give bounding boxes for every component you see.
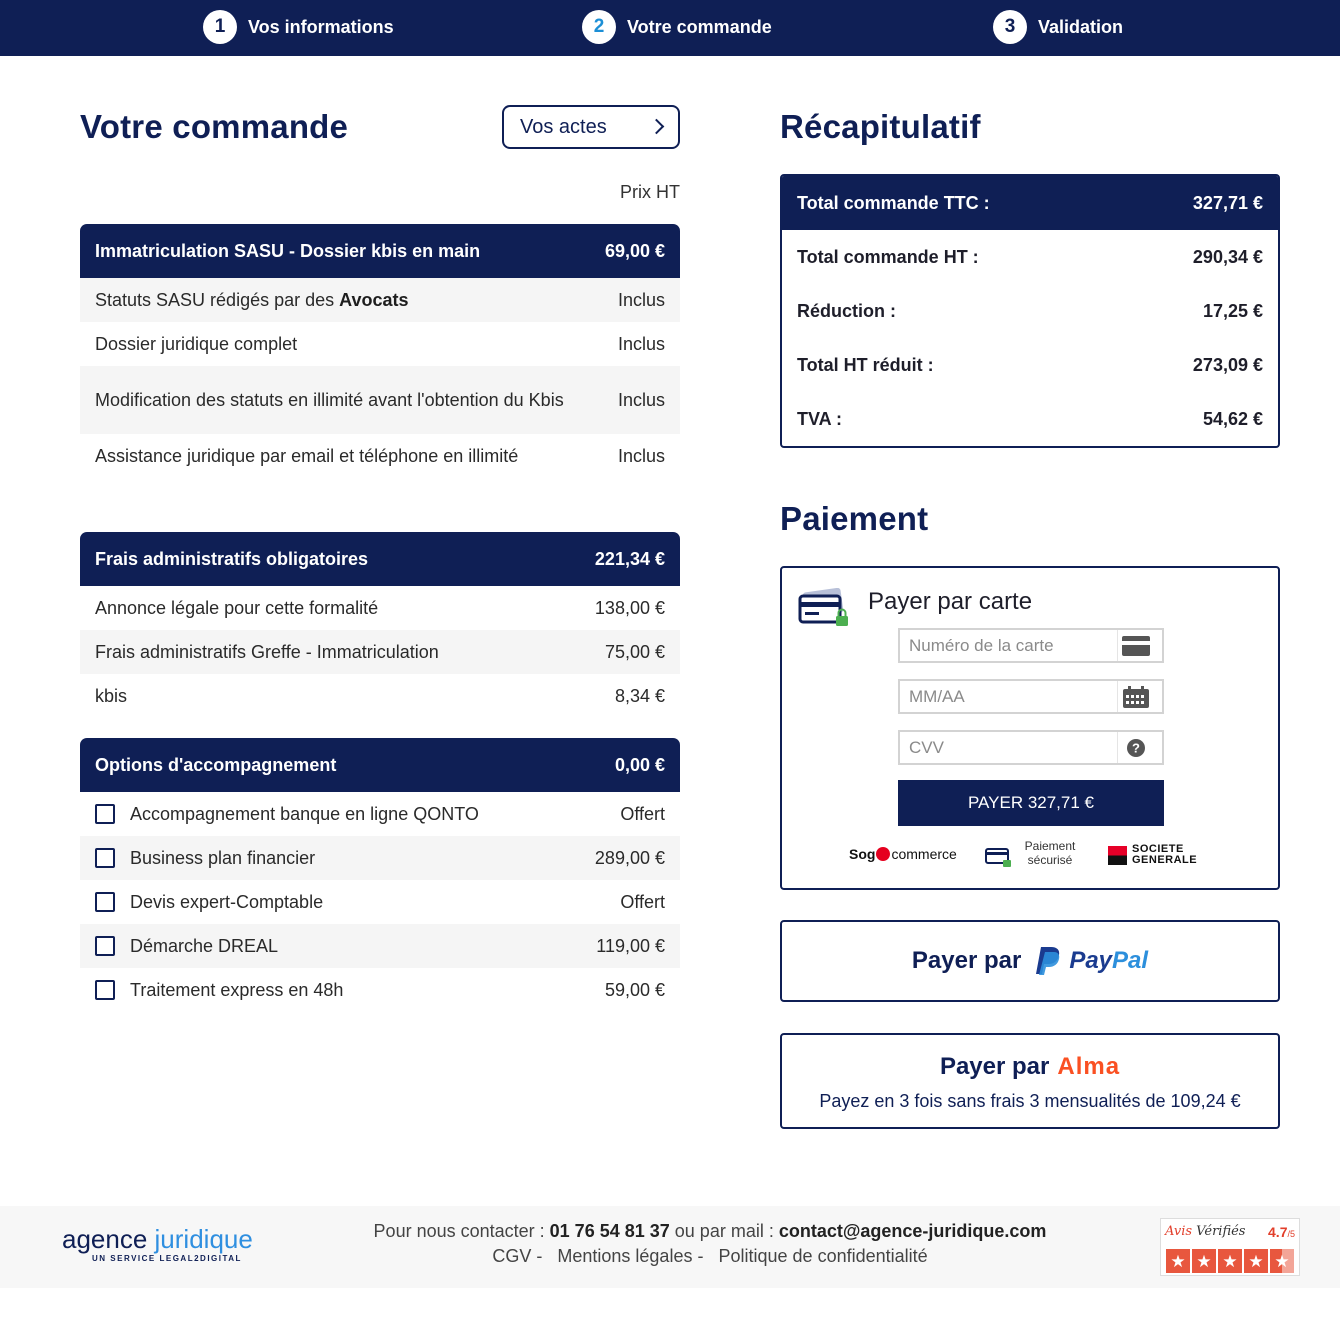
recap-total-ht-reduit <box>782 338 1278 392</box>
step-informations[interactable] <box>203 9 394 45</box>
item-value: 8,34 € <box>614 685 665 706</box>
step-number: 2 <box>582 10 616 44</box>
frais-header <box>80 532 680 586</box>
option-value: Offert <box>620 803 665 824</box>
options-title: Options d'accompagnement <box>95 754 337 775</box>
item-value: 75,00 € <box>604 641 665 662</box>
paypal-prefix: Payer par <box>911 947 1022 974</box>
star-icon: ★ <box>1218 1249 1242 1273</box>
item-value: 138,00 € <box>594 597 665 618</box>
brand-word-2: juridique <box>154 1224 253 1254</box>
step-label: Vos informations <box>248 16 394 37</box>
sogecommerce-e-mark <box>876 847 890 861</box>
item-label: kbis <box>95 686 128 706</box>
options-block <box>80 738 680 1012</box>
option-label: Accompagnement banque en ligne QONTO <box>130 804 479 824</box>
alma-heading <box>782 1053 1278 1081</box>
recap-label: Réduction : <box>797 300 896 321</box>
step-number: 3 <box>993 10 1027 44</box>
help-icon[interactable] <box>1118 737 1154 759</box>
societe-generale-logo <box>1108 844 1197 866</box>
cgv-link[interactable]: CGV <box>492 1246 532 1266</box>
list-item <box>80 630 680 674</box>
recap-label: Total commande HT : <box>797 246 979 267</box>
option-checkbox[interactable] <box>95 892 115 912</box>
item-label: Assistance juridique par email et téléphone en illimité <box>95 446 519 466</box>
option-row[interactable] <box>80 792 680 836</box>
avis-word-a: Avis <box>1165 1224 1193 1239</box>
avis-word-b: Vérifiés <box>1192 1224 1246 1239</box>
recap-box <box>780 174 1280 448</box>
rating-stars <box>1166 1249 1296 1273</box>
sasu-price: 69,00 € <box>604 240 665 261</box>
card-number-input[interactable] <box>898 628 1164 663</box>
secure-card-icon <box>798 588 852 630</box>
vos-actes-button[interactable] <box>502 105 680 149</box>
recap-value: 290,34 € <box>1192 246 1263 267</box>
calendar-icon <box>1118 686 1154 708</box>
email-link[interactable]: contact@agence-juridique.com <box>778 1221 1047 1241</box>
paypal-word-b: Pal <box>1112 947 1149 974</box>
recap-value: 17,25 € <box>1202 300 1263 321</box>
item-label: Modification des statuts en illimité avant l'obtention du Kbis <box>95 390 564 410</box>
item-value: Inclus <box>617 445 665 466</box>
recap-total-ht <box>782 230 1278 284</box>
step-label: Validation <box>1038 16 1124 37</box>
list-item <box>80 434 680 478</box>
option-value: 289,00 € <box>594 847 665 868</box>
secure-line-1: Paiement <box>1024 839 1076 853</box>
option-label: Devis expert-Comptable <box>130 892 324 912</box>
recap-tva <box>782 392 1278 446</box>
price-column-header: Prix HT <box>620 182 680 202</box>
option-checkbox[interactable] <box>95 804 115 824</box>
option-checkbox[interactable] <box>95 980 115 1000</box>
sasu-header <box>80 224 680 278</box>
cvv-input[interactable] <box>898 730 1164 765</box>
frais-title: Frais administratifs obligatoires <box>95 548 369 569</box>
contact-info <box>300 1219 1120 1269</box>
list-item <box>80 586 680 630</box>
item-value: Inclus <box>617 289 665 310</box>
recap-label: TVA : <box>797 408 842 429</box>
list-item <box>80 366 680 434</box>
paypal-word-a: Pay <box>1069 947 1113 974</box>
sg-line-1: SOCIETE <box>1132 843 1184 855</box>
sasu-block <box>80 224 680 478</box>
option-row[interactable] <box>80 968 680 1012</box>
payment-logos <box>782 836 1278 876</box>
option-row[interactable] <box>80 836 680 880</box>
item-label: Annonce légale pour cette formalité <box>95 598 379 618</box>
star-icon: ★ <box>1166 1249 1190 1273</box>
sasu-title: Immatriculation SASU - Dossier kbis en main <box>95 240 481 261</box>
options-price: 0,00 € <box>614 754 665 775</box>
link-separator: - <box>697 1246 714 1266</box>
frais-price: 221,34 € <box>594 548 665 569</box>
paypal-wordmark <box>1069 947 1148 975</box>
options-header <box>80 738 680 792</box>
sogecommerce-text-a: Sog <box>849 846 876 862</box>
contact-prefix: Pour nous contacter : <box>373 1221 550 1241</box>
list-item <box>80 278 680 322</box>
brand-word-1: agence <box>62 1224 155 1254</box>
item-label-bold: Avocats <box>339 290 409 310</box>
credit-card-icon <box>1118 635 1154 657</box>
expiry-input[interactable] <box>898 679 1164 714</box>
recap-label: Total HT réduit : <box>797 354 934 375</box>
card-payment-title: Payer par carte <box>868 588 1033 615</box>
list-item <box>80 674 680 718</box>
societe-generale-mark <box>1108 846 1127 865</box>
cvv-placeholder: CVV <box>909 737 944 757</box>
step-commande[interactable] <box>582 9 772 45</box>
secure-payment-icon <box>985 846 1013 868</box>
alma-prefix: Payer par <box>939 1053 1050 1080</box>
svg-text:?: ? <box>1132 740 1140 756</box>
contact-mid: ou par mail : <box>669 1221 779 1241</box>
paypal-button[interactable] <box>780 920 1280 1002</box>
star-half-icon: ★ <box>1270 1249 1294 1273</box>
recap-title: Récapitulatif <box>780 108 981 145</box>
option-row[interactable] <box>80 924 680 968</box>
item-label <box>95 288 618 312</box>
card-number-placeholder: Numéro de la carte <box>909 635 1054 655</box>
footer <box>0 1206 1340 1288</box>
recap-label: Total commande TTC : <box>797 192 990 213</box>
avis-verifies-logo <box>1165 1224 1245 1239</box>
option-label: Traitement express en 48h <box>130 980 344 1000</box>
option-value: 119,00 € <box>596 935 665 956</box>
recap-value: 273,09 € <box>1192 354 1263 375</box>
item-label-text: Statuts SASU rédigés par des <box>95 290 340 310</box>
privacy-policy-link[interactable]: Politique de confidentialité <box>718 1246 928 1266</box>
option-value: 59,00 € <box>604 979 665 1000</box>
frais-block <box>80 532 680 718</box>
option-checkbox[interactable] <box>95 936 115 956</box>
pay-card-button[interactable]: PAYER 327,71 € <box>898 780 1164 826</box>
sogecommerce-logo <box>849 846 957 862</box>
avis-score-scale: /5 <box>1287 1229 1295 1239</box>
option-value: Offert <box>620 891 665 912</box>
expiry-placeholder: MM/AA <box>909 686 965 706</box>
paypal-icon <box>1035 946 1061 976</box>
secure-line-2: sécurisé <box>1027 853 1073 867</box>
alma-installments-text: Payez en 3 fois sans frais 3 mensualités de 109,24 € <box>819 1091 1241 1111</box>
list-item <box>80 322 680 366</box>
option-row[interactable] <box>80 880 680 924</box>
vos-actes-label: Vos actes <box>520 115 607 138</box>
step-validation[interactable] <box>993 9 1123 45</box>
alma-button[interactable] <box>780 1033 1280 1129</box>
link-separator: - <box>536 1246 553 1266</box>
avis-score-value: 4.7 <box>1268 1224 1288 1240</box>
recap-value: 54,62 € <box>1202 408 1263 429</box>
mentions-legales-link[interactable]: Mentions légales <box>557 1246 693 1266</box>
checkout-stepper <box>0 0 1340 56</box>
payment-title: Paiement <box>780 500 929 537</box>
avis-score <box>1268 1224 1295 1240</box>
recap-total-ttc <box>782 176 1278 230</box>
chevron-right-icon <box>649 119 665 135</box>
recap-value: 327,71 € <box>1192 192 1263 213</box>
item-label: Dossier juridique complet <box>95 334 298 354</box>
item-label: Frais administratifs Greffe - Immatriculation <box>95 642 439 662</box>
option-label: Business plan financier <box>130 848 316 868</box>
sg-line-2: GENERALE <box>1132 854 1198 866</box>
option-checkbox[interactable] <box>95 848 115 868</box>
agence-juridique-logo[interactable] <box>62 1224 253 1263</box>
step-label: Votre commande <box>627 16 772 37</box>
card-payment-box <box>780 566 1280 890</box>
item-value: Inclus <box>617 389 665 410</box>
phone-number[interactable]: 01 76 54 81 37 <box>549 1221 670 1241</box>
avis-verifies-badge[interactable] <box>1160 1218 1300 1276</box>
secure-payment-label <box>1014 839 1086 867</box>
brand-subtitle: UN SERVICE LEGAL2DIGITAL <box>92 1254 242 1263</box>
option-label: Démarche DREAL <box>130 936 279 956</box>
step-number: 1 <box>203 10 237 44</box>
sogecommerce-text-b: commerce <box>891 846 957 862</box>
alma-logo: Alma <box>1057 1053 1121 1080</box>
recap-reduction <box>782 284 1278 338</box>
order-title: Votre commande <box>80 108 349 145</box>
item-value: Inclus <box>617 333 665 354</box>
star-icon: ★ <box>1244 1249 1268 1273</box>
star-icon: ★ <box>1192 1249 1216 1273</box>
